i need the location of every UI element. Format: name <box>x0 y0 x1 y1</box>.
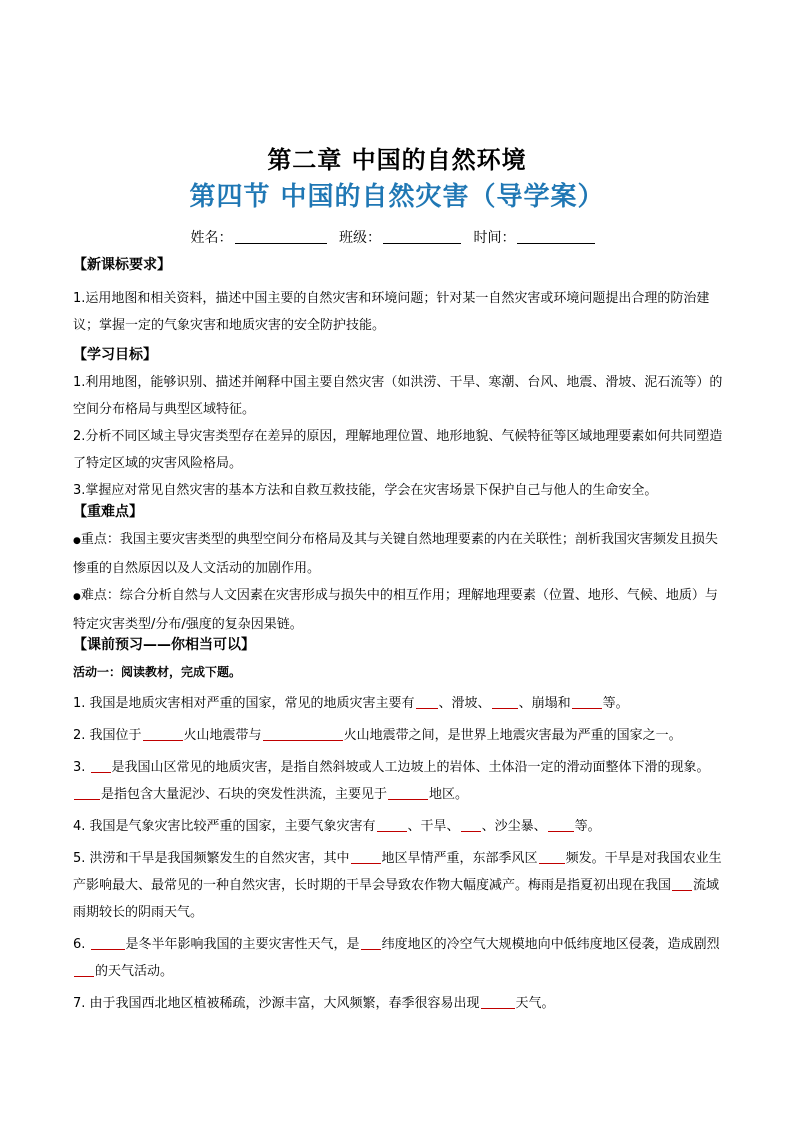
name-blank[interactable] <box>235 229 327 244</box>
q1-text: 等。 <box>602 696 629 711</box>
q2-text: 火山地震带与 <box>183 728 262 743</box>
keypoints-heading: 【重难点】 <box>73 504 143 520</box>
q2-text: 2. 我国位于 <box>73 728 142 743</box>
question-6 <box>73 931 728 985</box>
q1-blank-1[interactable] <box>416 695 438 709</box>
preview-heading: 【课前预习——你相当可以】 <box>73 637 255 653</box>
q5-blank-3[interactable] <box>672 877 692 891</box>
preview-section <box>73 632 728 1017</box>
q7-text: 天气。 <box>515 996 555 1011</box>
activity-label: 活动一：阅读教材，完成下题。 <box>73 665 242 679</box>
q1-text: 、崩塌和 <box>518 696 571 711</box>
objective-item-2: 2.分析不同区域主导灾害类型存在差异的原因，理解地理位置、地形地貌、气候特征等区域地理要素如何共同塑造了特定区域的灾害风险格局。 <box>73 429 723 471</box>
q6-blank-2[interactable] <box>361 936 381 950</box>
q3-text: 是指包含大量泥沙、石块的突发性洪流，主要见于 <box>101 787 388 802</box>
keypoint-key <box>73 526 728 582</box>
curriculum-text: 1.运用地图和相关资料，描述中国主要的自然灾害和环境问题；针对某一自然灾害或环境问题提出合理的防治建议；掌握一定的气象灾害和地质灾害的安全防护技能。 <box>73 291 710 333</box>
question-2 <box>73 722 728 749</box>
q4-text: 4. 我国是气象灾害比较严重的国家，主要气象灾害有 <box>73 819 376 834</box>
q5-text: 地区旱情严重，东部季风区 <box>381 851 538 866</box>
q3-text: 3. <box>73 760 90 775</box>
objective-item-1: 1.利用地图，能够识别、描述并阐释中国主要自然灾害（如洪涝、干旱、寒潮、台风、地震、滑坡、泥石流等）的空间分布格局与典型区域特征。 <box>73 375 723 417</box>
q6-blank-1[interactable] <box>91 936 125 950</box>
q3-text: 地区。 <box>429 787 469 802</box>
bullet-icon: ● <box>73 536 81 546</box>
q6-text: 的天气活动。 <box>95 964 174 979</box>
name-label: 姓名： <box>190 230 233 246</box>
q6-text: 6. <box>73 937 90 952</box>
q4-blank-3[interactable] <box>548 818 574 832</box>
curriculum-heading: 【新课标要求】 <box>73 257 171 273</box>
keypoint-difficult <box>73 582 728 638</box>
q1-text: 、滑坡、 <box>438 696 491 711</box>
q5-blank-1[interactable] <box>351 850 381 864</box>
q6-text: 纬度地区的冷空气大规模地向中低纬度地区侵袭，造成剧烈 <box>381 937 720 952</box>
objective-item-3: 3.掌握应对常见自然灾害的基本方法和自救互救技能，学会在灾害场景下保护自己与他人的生命安全。 <box>73 483 658 498</box>
q7-blank-1[interactable] <box>481 995 515 1009</box>
q1-blank-3[interactable] <box>572 695 602 709</box>
q3-text: 是我国山区常见的地质灾害，是指自然斜坡或人工边坡上的岩体、土体沿一定的滑动面整体下滑的现象。 <box>111 760 710 775</box>
question-4 <box>73 813 728 840</box>
student-info-line <box>0 227 794 247</box>
question-1 <box>73 690 728 717</box>
chapter-title: 第二章 中国的自然环境 <box>267 146 527 174</box>
q2-blank-2[interactable] <box>263 727 343 741</box>
class-label: 班级： <box>339 230 381 246</box>
keypoint-difficult-text: 难点：综合分析自然与人文因素在灾害形成与损失中的相互作用；理解地理要素（位置、地形、气候、地质）与特定灾害类型/分布/强度的复杂因果链。 <box>73 588 718 632</box>
q4-blank-1[interactable] <box>377 818 407 832</box>
q2-blank-1[interactable] <box>143 727 183 741</box>
time-label: 时间： <box>473 230 516 246</box>
keypoint-key-text: 重点：我国主要灾害类型的典型空间分布格局及其与关键自然地理要素的内在关联性；剖析我国灾害频发且损失惨重的自然原因以及人文活动的加剧作用。 <box>73 532 718 576</box>
q1-text: 1. 我国是地质灾害相对严重的国家，常见的地质灾害主要有 <box>73 696 415 711</box>
q6-text: 是冬半年影响我国的主要灾害性天气，是 <box>125 937 360 952</box>
q4-text: 等。 <box>574 819 601 834</box>
objectives-section <box>73 342 728 504</box>
bullet-icon: ● <box>73 592 81 602</box>
section-title: 第四节 中国的自然灾害（导学案） <box>189 182 605 212</box>
q5-text: 流域雨期较长的阴雨天气。 <box>73 878 720 920</box>
q5-text: 5. 洪涝和干旱是我国频繁发生的自然灾害，其中 <box>73 851 350 866</box>
q3-blank-1[interactable] <box>91 759 111 773</box>
q5-text: 频发。干旱是对我国农业生产影响最大、最常见的一种自然灾害，长时期的干旱会导致农作物大幅度减产。梅雨是指夏初出现在我国 <box>73 851 722 893</box>
objectives-heading: 【学习目标】 <box>73 347 157 363</box>
q2-text: 火山地震带之间，是世界上地震灾害最为严重的国家之一。 <box>343 728 682 743</box>
curriculum-section <box>73 252 728 339</box>
class-blank[interactable] <box>383 229 461 244</box>
q5-blank-2[interactable] <box>539 850 565 864</box>
q4-blank-2[interactable] <box>461 818 481 832</box>
q7-text: 7. 由于我国西北地区植被稀疏，沙源丰富，大风频繁，春季很容易出现 <box>73 996 480 1011</box>
time-blank[interactable] <box>517 229 595 244</box>
q3-blank-3[interactable] <box>388 786 428 800</box>
question-5 <box>73 845 728 926</box>
keypoints-section <box>73 499 728 638</box>
question-7 <box>73 990 728 1017</box>
q3-blank-2[interactable] <box>74 786 100 800</box>
question-3 <box>73 754 728 808</box>
q1-blank-2[interactable] <box>492 695 518 709</box>
q4-text: 、沙尘暴、 <box>481 819 547 834</box>
q4-text: 、干旱、 <box>407 819 460 834</box>
q6-blank-3[interactable] <box>74 963 94 977</box>
